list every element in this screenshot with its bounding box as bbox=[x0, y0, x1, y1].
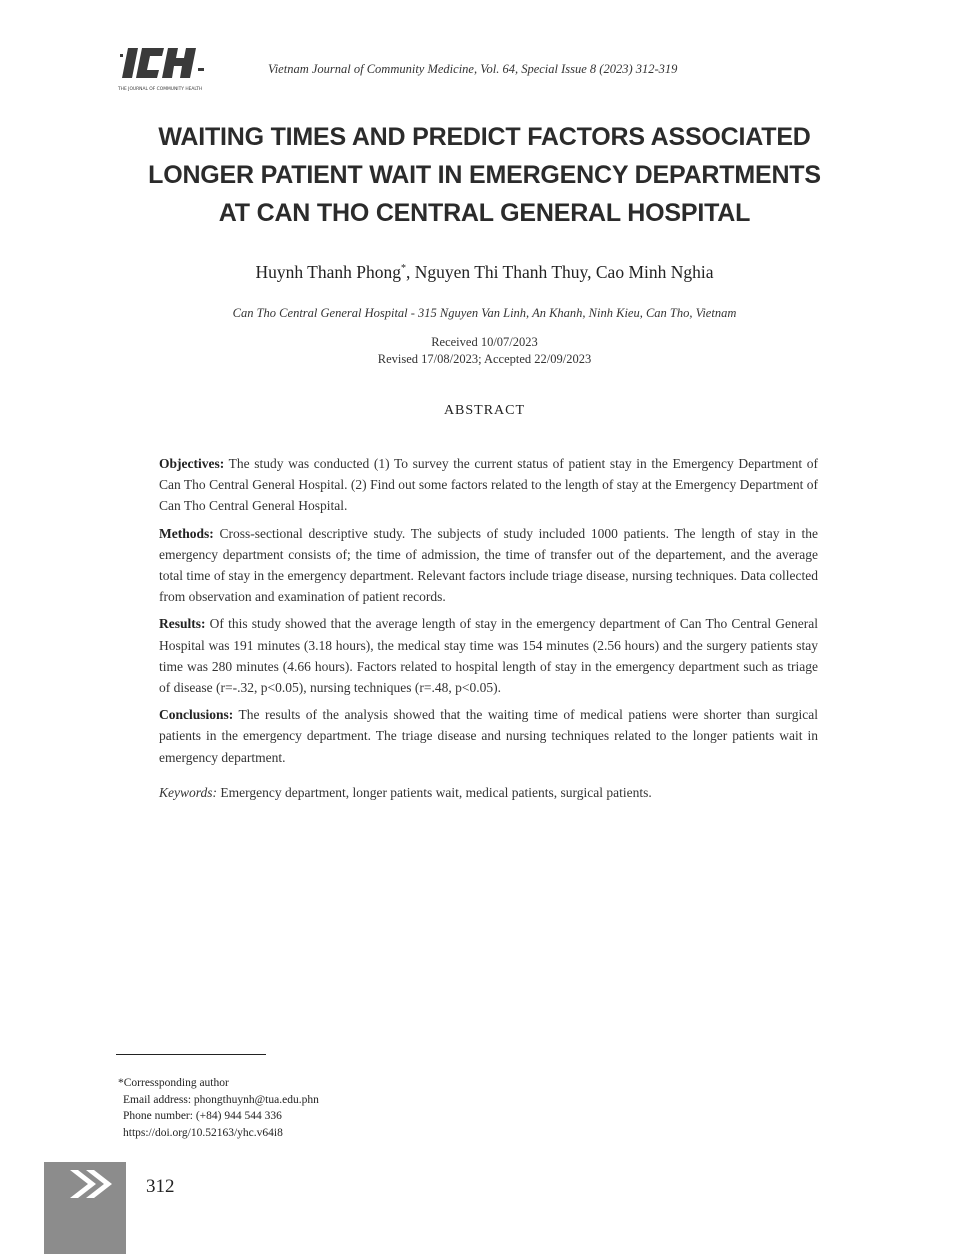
corresponding-author: *Corressponding author bbox=[118, 1077, 229, 1089]
author-first: Huynh Thanh Phong bbox=[255, 262, 401, 282]
article-dates bbox=[0, 334, 969, 368]
abstract-heading: ABSTRACT bbox=[443, 403, 526, 418]
paper-title bbox=[100, 118, 869, 232]
objectives-paragraph bbox=[159, 453, 818, 517]
conclusions-label: Conclusions: bbox=[159, 707, 234, 723]
keywords-text: Emergency department, longer patients wait, medical patients, surgical patients. bbox=[217, 784, 652, 800]
conclusions-paragraph bbox=[159, 704, 818, 768]
author-rest: , Nguyen Thi Thanh Thuy, Cao Minh Nghia bbox=[405, 262, 714, 282]
footnote-rule bbox=[116, 1054, 266, 1055]
methods-label: Methods: bbox=[159, 525, 214, 541]
abstract-body bbox=[159, 453, 818, 809]
footnote bbox=[118, 1075, 319, 1141]
keywords-label: Keywords: bbox=[159, 784, 217, 800]
author-list bbox=[0, 262, 969, 283]
corresponding-mark: * bbox=[400, 263, 406, 275]
title-line-1: WAITING TIMES AND PREDICT FACTORS ASSOCIATED bbox=[158, 123, 811, 151]
methods-paragraph bbox=[159, 523, 818, 608]
objectives-label: Objectives: bbox=[159, 456, 225, 471]
journal-logo bbox=[116, 44, 206, 92]
page-number: 312 bbox=[146, 1176, 175, 1197]
phone-number: Phone number: (+84) 944 544 336 bbox=[123, 1110, 282, 1122]
affiliation: Can Tho Central General Hospital - 315 Nguyen Van Linh, An Khanh, Ninh Kieu, Can Tho, Vietnam bbox=[232, 306, 737, 320]
objectives-text: The study was conducted (1) To survey the current status of patient stay in the Emergency Department of Can Tho Central General Hospital. (2) Find out some factors related to the length of stay at the Emergency Department of Can Tho Central General Hospital. bbox=[159, 456, 818, 514]
revised-accepted-date: Revised 17/08/2023; Accepted 22/09/2023 bbox=[377, 352, 592, 366]
title-line-3: AT CAN THO CENTRAL GENERAL HOSPITAL bbox=[218, 199, 751, 227]
conclusions-text: The results of the analysis showed that the waiting time of medical patiens were shorter than surgical patients in the emergency department. The triage disease and nursing techniques related to the longer patients wait in emergency department. bbox=[159, 707, 818, 765]
methods-text: Cross-sectional descriptive study. The subjects of study included 1000 patients. The length of stay in the emergency department consists of; the time of admission, the time of transfer out of the departement, and the average total time of stay in the emergency department. Relevant factors include triage disease, nursing techniques. Data collected from observation and examination of patient records. bbox=[159, 525, 818, 605]
double-chevron-icon bbox=[44, 1162, 126, 1254]
logo-subtext: THE JOURNAL OF COMMUNITY HEALTH bbox=[118, 87, 203, 92]
title-line-2: LONGER PATIENT WAIT IN EMERGENCY DEPARTMENTS bbox=[148, 161, 821, 189]
journal-citation: Vietnam Journal of Community Medicine, Vol. 64, Special Issue 8 (2023) 312-319 bbox=[268, 62, 678, 76]
results-paragraph bbox=[159, 613, 818, 698]
results-text: Of this study showed that the average length of stay in the emergency department of Can Tho Central General Hospital was 191 minutes (3.18 hours), the medical stay time was 154 minutes (2.56 hours) and the surgery patients stay time was 280 minutes (4.66 hours). Factors related to hospital length of stay in the emergency department such as triage of disease (r=-.32, p<0.05), nursing techniques (r=.48, p<0.05). bbox=[159, 616, 818, 696]
doi-link[interactable]: https://doi.org/10.52163/yhc.v64i8 bbox=[123, 1126, 283, 1139]
email-address[interactable]: Email address: phongthuynh@tua.edu.phn bbox=[123, 1093, 319, 1106]
received-date: Received 10/07/2023 bbox=[431, 335, 538, 349]
results-label: Results: bbox=[159, 616, 206, 632]
page-tab bbox=[44, 1162, 126, 1254]
keywords-paragraph bbox=[159, 782, 818, 803]
